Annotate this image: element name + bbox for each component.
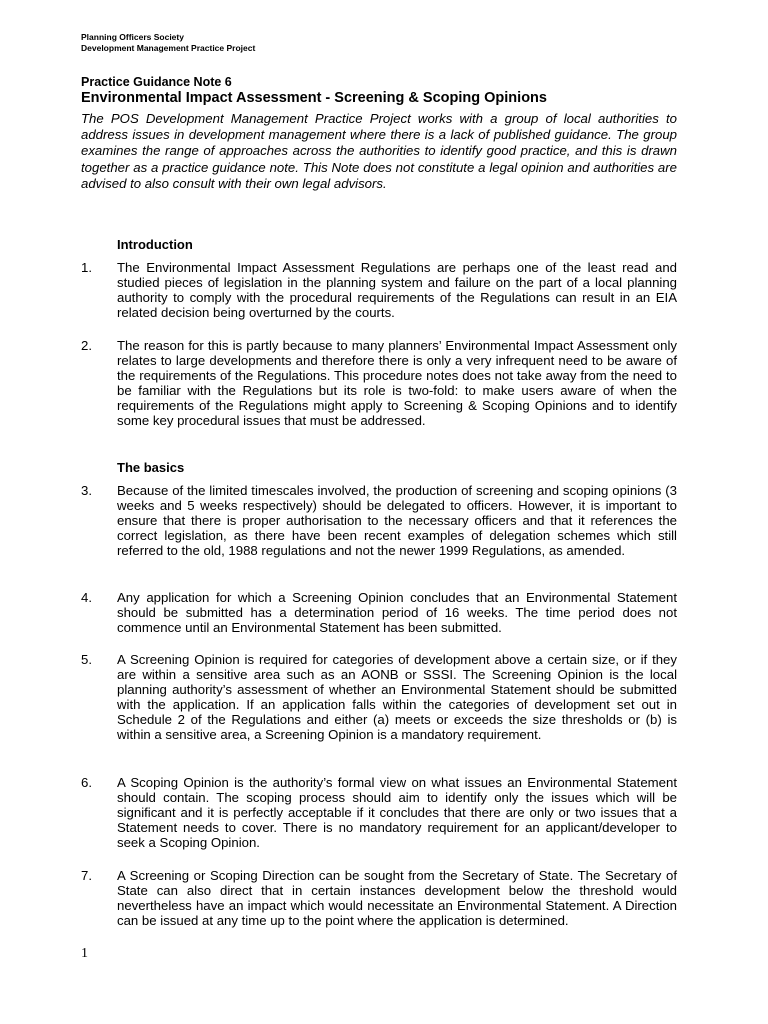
paragraph-text: A Screening or Scoping Direction can be sought from the Secretary of State. The Secretary of State can also direct that in certain instances development below the threshold would nevertheless have an impact which would necessitate an Environmental Statement. A Direction can be issued at any time up to the point where the application is determined. xyxy=(117,868,677,928)
paragraph-number: 4. xyxy=(81,590,92,605)
paragraph-number: 5. xyxy=(81,652,92,667)
note-number: Practice Guidance Note 6 xyxy=(81,75,232,89)
header-organisation: Planning Officers Society xyxy=(81,32,184,42)
header-project: Development Management Practice Project xyxy=(81,43,256,53)
paragraph-number: 1. xyxy=(81,260,92,275)
paragraph-text: Because of the limited timescales involved, the production of screening and scoping opinions (3 weeks and 5 weeks respectively) should be delegated to officers. However, it is important to ensure that there is proper authorisation to the necessary officers and that it references the correct legislation, as there have been recent examples of delegation schemes which still referred to the old, 1988 regulations and not the newer 1999 Regulations, as amended. xyxy=(117,483,677,558)
page-title: Environmental Impact Assessment - Screening & Scoping Opinions xyxy=(81,90,547,106)
paragraph-number: 7. xyxy=(81,868,92,883)
page-number: 1 xyxy=(81,946,88,961)
paragraph-text: A Screening Opinion is required for categories of development above a certain size, or if they are within a sensitive area such as an AONB or SSSI. The Screening Opinion is the local planning authority’s assessment of whether an Environmental Statement should be submitted with the application. If an application falls within the categories of development set out in Schedule 2 of the Regulations and either (a) meets or exceeds the size thresholds or (b) is within a sensitive area, a Screening Opinion is a mandatory requirement. xyxy=(117,652,677,742)
section-heading-introduction: Introduction xyxy=(117,237,193,252)
paragraph-text: The Environmental Impact Assessment Regulations are perhaps one of the least read and studied pieces of legislation in the planning system and failure on the part of a local planning authority to comply with the procedural requirements of the Regulations can result in an EIA related decision being overturned by the courts. xyxy=(117,260,677,320)
paragraph-text: A Scoping Opinion is the authority’s formal view on what issues an Environmental Statement should contain. The scoping process should aim to identify only the issues which will be significant and it is perfectly acceptable if it concludes that there are only or two issues that a Statement needs to cover. There is no mandatory requirement for an applicant/developer to seek a Scoping Opinion. xyxy=(117,775,677,850)
intro-paragraph: The POS Development Management Practice Project works with a group of local authorities to address issues in development management where there is a lack of published guidance. The group examines the range of approaches across the authorities to identify good practice, and this is drawn together as a practice guidance note. This Note does not constitute a legal opinion and authorities are advised to also consult with their own legal advisors. xyxy=(81,111,677,191)
paragraph-number: 6. xyxy=(81,775,92,790)
paragraph-number: 3. xyxy=(81,483,92,498)
paragraph-number: 2. xyxy=(81,338,92,353)
paragraph-text: Any application for which a Screening Opinion concludes that an Environmental Statement should be submitted has a determination period of 16 weeks. The time period does not commence until an Environmental Statement has been submitted. xyxy=(117,590,677,635)
paragraph-text: The reason for this is partly because to many planners’ Environmental Impact Assessment only relates to large developments and therefore there is only a very infrequent need to be aware of the requirements of the Regulations. This procedure notes does not take away from the need to be familiar with the Regulations but its role is two-fold: to make users aware of when the requirements of the Regulations might apply to Screening & Scoping Opinions and to identify some key procedural issues that must be addressed. xyxy=(117,338,677,428)
section-heading-basics: The basics xyxy=(117,460,185,475)
